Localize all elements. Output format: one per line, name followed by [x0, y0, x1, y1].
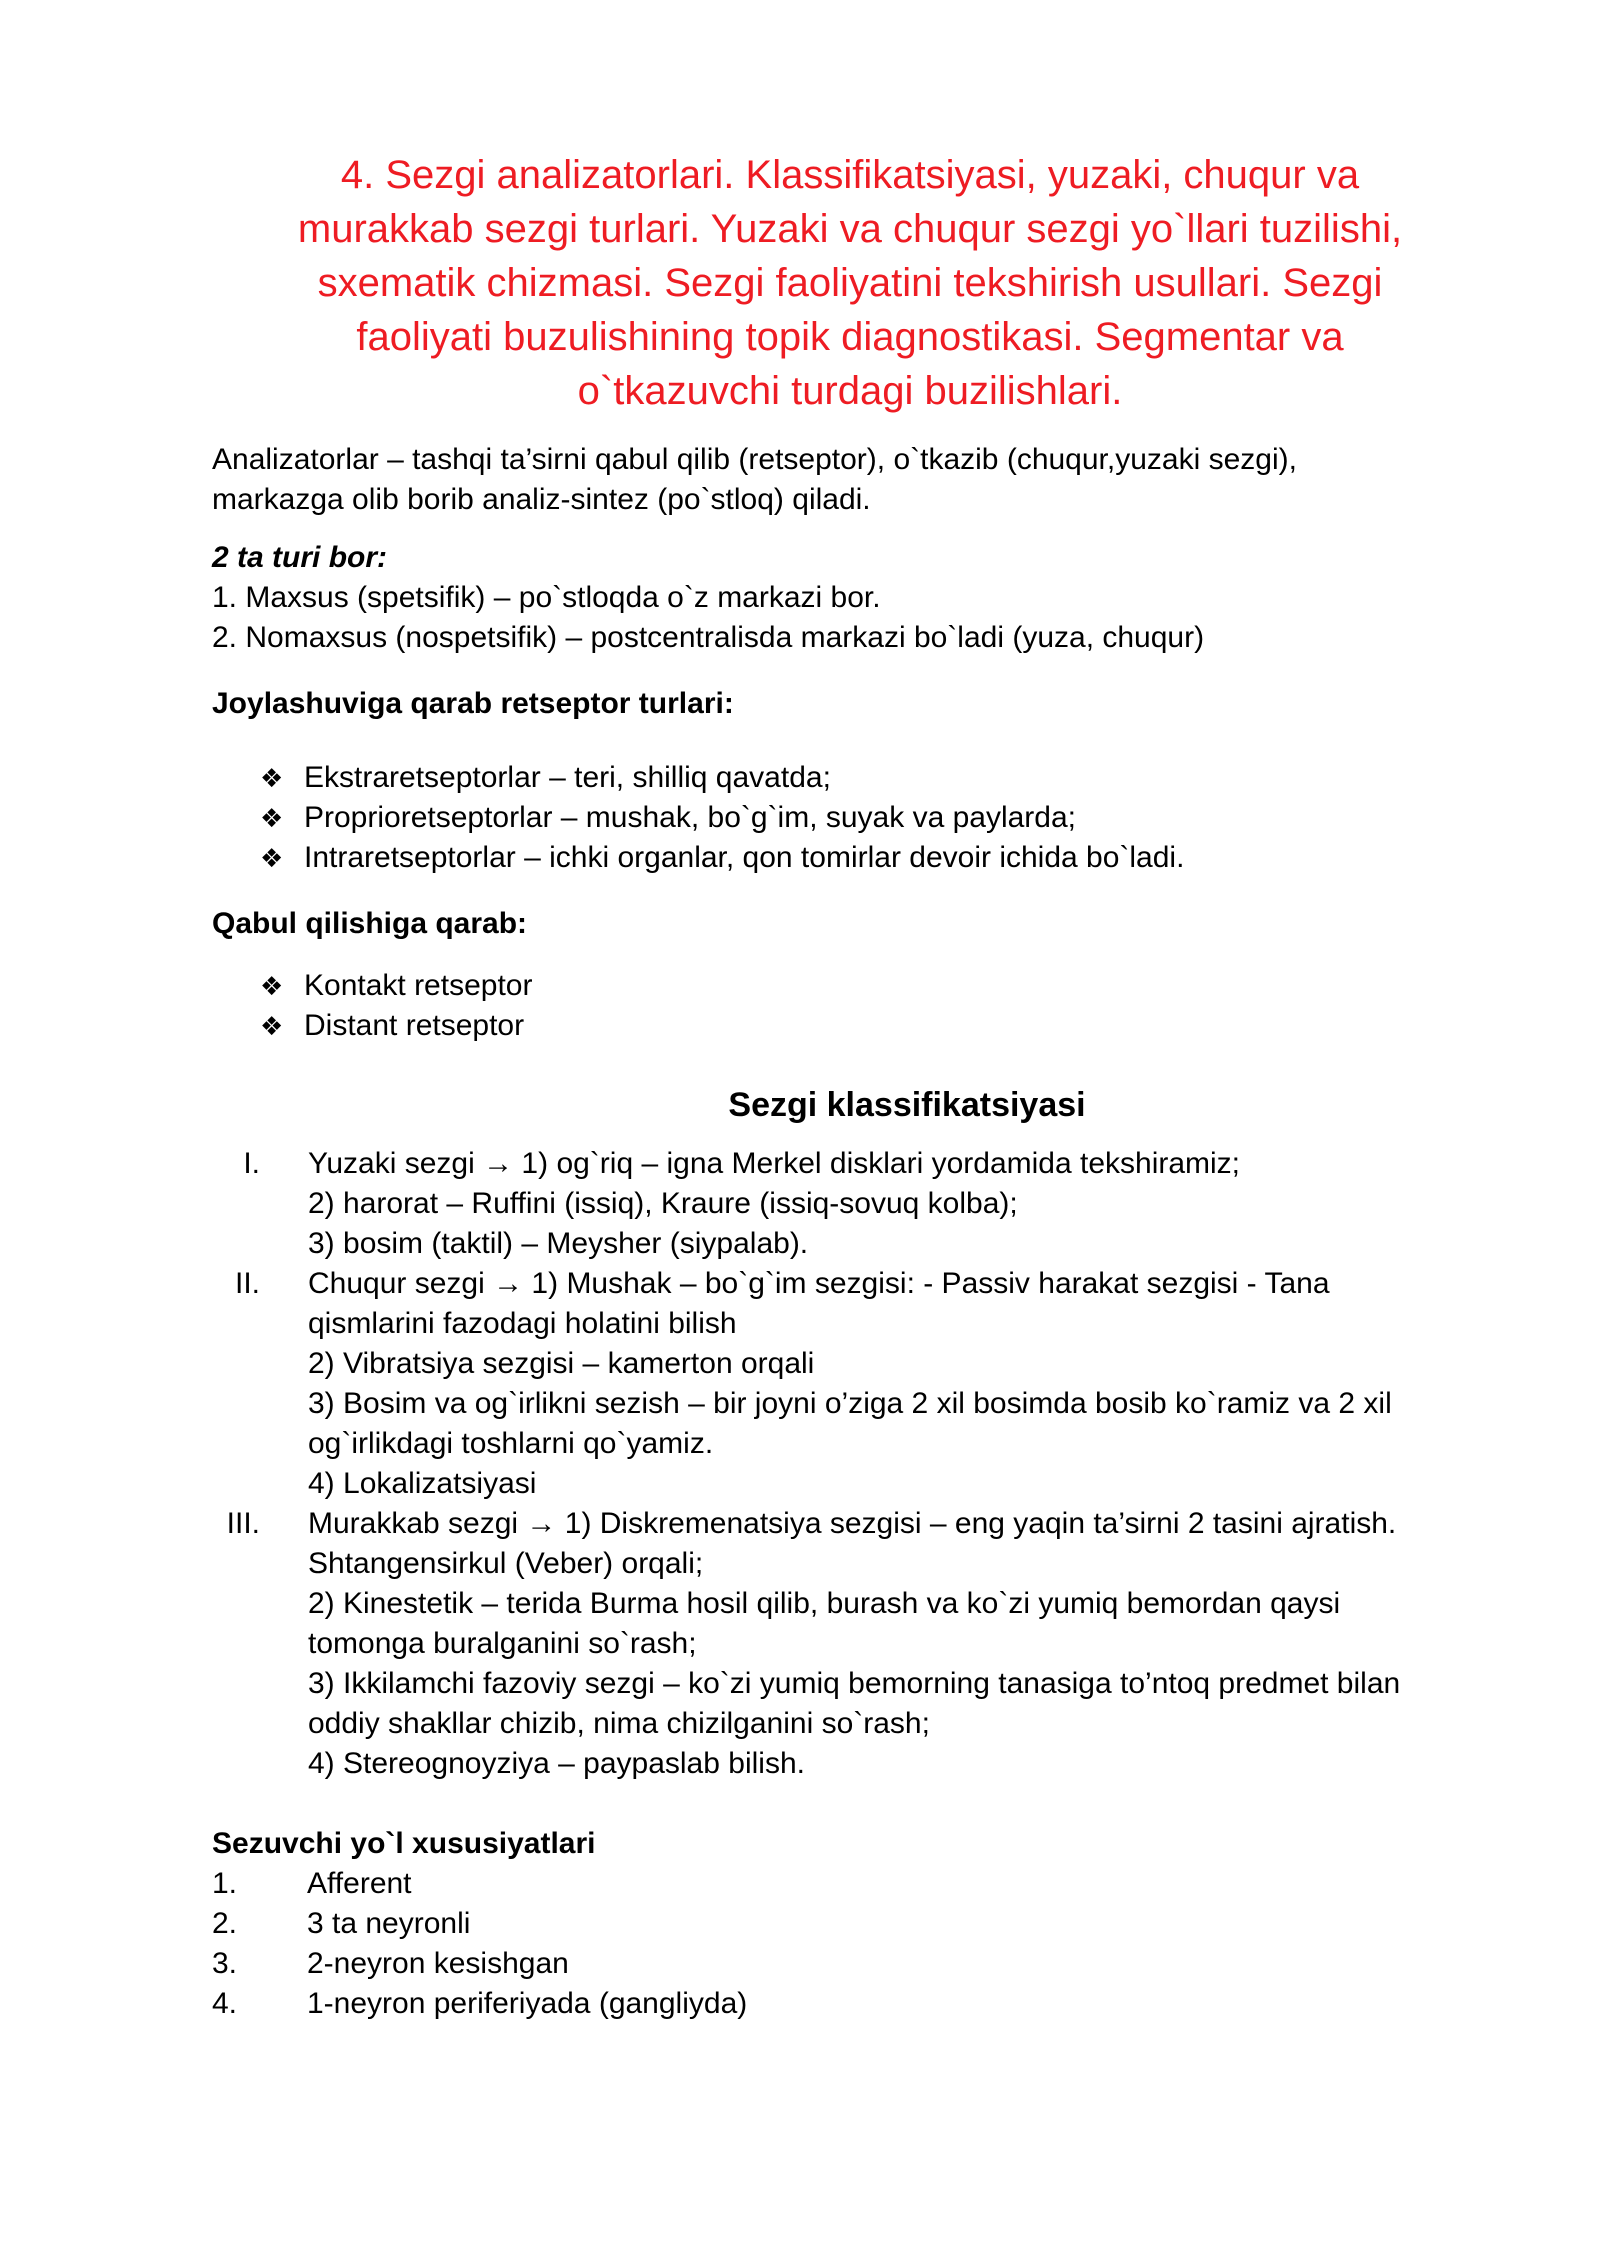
diamond-bullet-icon: ❖	[260, 763, 284, 793]
roman-numeral: I.	[243, 1147, 260, 1180]
type-item: 2. Nomaxsus (nospetsifik) – postcentralisda markazi bo`ladi (yuza, chuqur)	[212, 621, 1205, 654]
list-item	[212, 1944, 1472, 1984]
pathway-list	[212, 1864, 1472, 2024]
classification-line: 2) Vibratsiya sezgisi – kamerton orqali	[308, 1347, 815, 1380]
pathway-heading: Sezuvchi yo`l xususiyatlari	[212, 1827, 596, 1860]
list-item	[212, 1864, 1472, 1904]
list-item-text: Ekstraretseptorlar – teri, shilliq qavatda;	[304, 761, 831, 794]
classification-line: 2) harorat – Ruffini (issiq), Kraure (issiq-sovuq kolba);	[308, 1187, 1018, 1220]
list-item	[212, 758, 1472, 798]
classification-line: Chuqur sezgi → 1) Mushak – bo`g`im sezgisi: - Passiv harakat sezgisi - Tana	[308, 1267, 1330, 1300]
list-item-text: Proprioretseptorlar – mushak, bo`g`im, suyak va paylarda;	[304, 801, 1077, 834]
classification-line: 4) Stereognoyziya – paypaslab bilish.	[308, 1747, 805, 1780]
title-line: o`tkazuvchi turdagi buzilishlari.	[577, 369, 1123, 413]
classification-line: 3) Bosim va og`irlikni sezish – bir joyni o’ziga 2 xil bosimda bosib ko`ramiz va 2 xil	[308, 1387, 1392, 1420]
reception-heading: Qabul qilishiga qarab:	[212, 907, 528, 940]
classification-heading: Sezgi klassifikatsiyasi	[728, 1086, 1086, 1124]
document-body	[212, 440, 1472, 2024]
list-item	[212, 838, 1472, 878]
title-line: 4. Sezgi analizatorlari. Klassifikatsiyasi, yuzaki, chuqur va	[340, 153, 1360, 197]
types-heading: 2 ta turi bor:	[212, 541, 388, 574]
list-item-text: 1-neyron periferiyada (gangliyda)	[307, 1987, 748, 2020]
title-line: sxematik chizmasi. Sezgi faoliyatini tekshirish usullari. Sezgi	[317, 261, 1383, 305]
list-number: 1.	[212, 1867, 238, 1900]
roman-numeral: III.	[226, 1507, 260, 1540]
classification-line: Shtangensirkul (Veber) orqali;	[308, 1547, 704, 1580]
location-list	[212, 758, 1472, 878]
list-item	[212, 966, 1472, 1006]
classification-line: Yuzaki sezgi → 1) og`riq – igna Merkel disklari yordamida tekshiramiz;	[308, 1147, 1241, 1180]
list-number: 4.	[212, 1987, 238, 2020]
title-line: murakkab sezgi turlari. Yuzaki va chuqur sezgi yo`llari tuzilishi,	[297, 207, 1403, 251]
list-item-text: 3 ta neyronli	[307, 1907, 471, 1940]
list-item-text: Distant retseptor	[304, 1009, 525, 1042]
list-item	[212, 1006, 1472, 1046]
diamond-bullet-icon: ❖	[260, 803, 284, 833]
classification-line: 3) bosim (taktil) – Meysher (siypalab).	[308, 1227, 809, 1260]
classification-item	[243, 1144, 1472, 1264]
list-item-text: Kontakt retseptor	[304, 969, 533, 1002]
list-number: 3.	[212, 1947, 238, 1980]
intro-line: Analizatorlar – tashqi ta’sirni qabul qilib (retseptor), o`tkazib (chuqur,yuzaki sezgi),	[212, 443, 1297, 476]
list-item-text: Afferent	[307, 1867, 412, 1900]
list-item	[212, 798, 1472, 838]
diamond-bullet-icon: ❖	[260, 1011, 284, 1041]
list-item	[212, 1904, 1472, 1944]
type-item: 1. Maxsus (spetsifik) – po`stloqda o`z markazi bor.	[212, 581, 881, 614]
document-title	[200, 148, 1500, 418]
classification-line: tomonga buralganini so`rash;	[308, 1627, 697, 1660]
classification-line: 4) Lokalizatsiyasi	[308, 1467, 537, 1500]
roman-numeral: II.	[234, 1267, 260, 1300]
classification-line: oddiy shakllar chizib, nima chizilganini so`rash;	[308, 1707, 930, 1740]
list-item	[212, 1984, 1472, 2024]
classification-line: 2) Kinestetik – terida Burma hosil qilib, burash va ko`zi yumiq bemordan qaysi	[308, 1587, 1341, 1620]
intro-line: markazga olib borib analiz-sintez (po`stloq) qiladi.	[212, 483, 871, 516]
list-item-text: Intraretseptorlar – ichki organlar, qon tomirlar devoir ichida bo`ladi.	[304, 841, 1185, 874]
classification-list	[212, 1144, 1472, 1784]
reception-list	[212, 966, 1472, 1046]
classification-item	[226, 1504, 1472, 1784]
diamond-bullet-icon: ❖	[260, 971, 284, 1001]
classification-item	[234, 1264, 1472, 1504]
classification-line: Murakkab sezgi → 1) Diskremenatsiya sezgisi – eng yaqin ta’sirni 2 tasini ajratish.	[308, 1507, 1397, 1540]
title-line: faoliyati buzulishining topik diagnostikasi. Segmentar va	[356, 315, 1344, 359]
list-item-text: 2-neyron kesishgan	[307, 1947, 569, 1980]
list-number: 2.	[212, 1907, 238, 1940]
location-heading: Joylashuviga qarab retseptor turlari:	[212, 687, 734, 720]
classification-line: og`irlikdagi toshlarni qo`yamiz.	[308, 1427, 714, 1460]
classification-line: 3) Ikkilamchi fazoviy sezgi – ko`zi yumiq bemorning tanasiga to’ntoq predmet bilan	[308, 1667, 1401, 1700]
diamond-bullet-icon: ❖	[260, 843, 284, 873]
classification-line: qismlarini fazodagi holatini bilish	[308, 1307, 737, 1340]
